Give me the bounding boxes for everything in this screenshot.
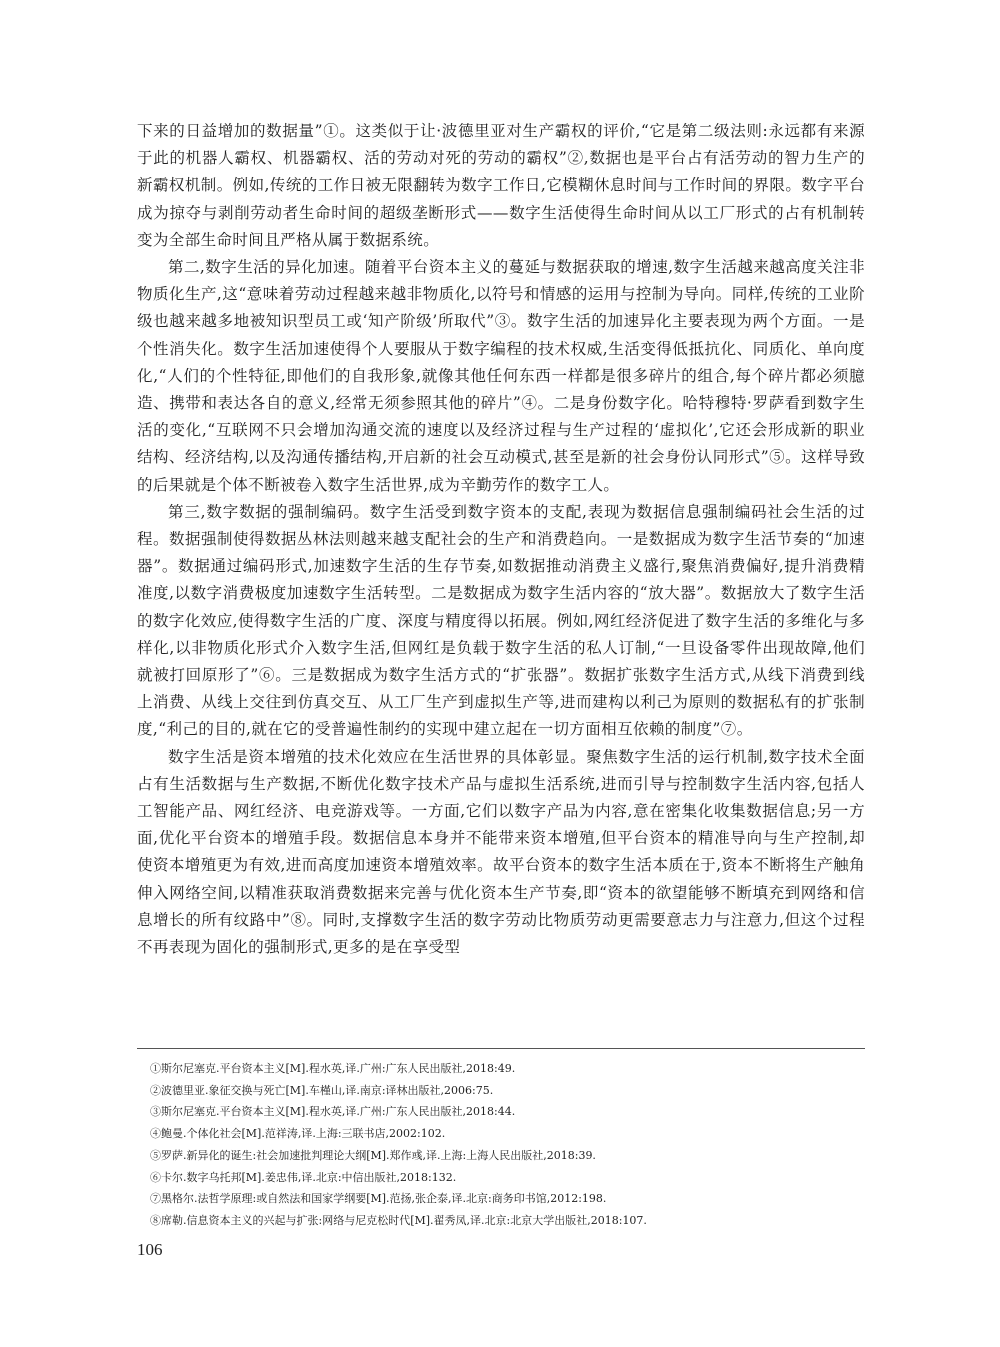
footnote-8: ⑧席勒.信息资本主义的兴起与扩张:网络与尼克松时代[M].翟秀凤,译.北京:北京大学出版社,2018:107. bbox=[150, 1213, 647, 1227]
footnote-divider bbox=[137, 1048, 865, 1049]
paragraph-2: 第二,数字生活的异化加速。随着平台资本主义的蔓延与数据获取的增速,数字生活越来越高度关注非物质化生产,这“意味着劳动过程越来越非物质化,以符号和情感的运用与控制为导向。同样,传统的工业阶级也越来越多地被知识型员工或‘知产阶级’所取代”③。数字生活的加速异化主要表现为两个方面。一是个性消失化。数字生活加速使得个人要服从于数字编程的技术权威,生活变得低抵抗化、同质化、单向度化,“人们的个性特征,即他们的自我形象,就像其他任何东西一样都是很多碎片的组合,每个碎片都必须臆造、携带和表达各自的意义,经常无须参照其他的碎片”④。二是身份数字化。哈特穆特·罗萨看到数字生活的变化,“互联网不只会增加沟通交流的速度以及经济过程与生产过程的‘虚拟化’,它还会形成新的职业结构、经济结构,以及沟通传播结构,开启新的社会互动模式,甚至是新的社会身份认同形式”⑤。这样导致的后果就是个体不断被卷入数字生活世界,成为辛勤劳作的数字工人。 bbox=[137, 258, 865, 494]
body-text bbox=[137, 118, 865, 961]
footnote-3: ③斯尔尼塞克.平台资本主义[M].程水英,译.广州:广东人民出版社,2018:44. bbox=[150, 1105, 516, 1119]
paragraph-4: 数字生活是资本增殖的技术化效应在生活世界的具体彰显。聚焦数字生活的运行机制,数字技术全面占有生活数据与生产数据,不断优化数字技术产品与虚拟生活系统,进而引导与控制数字生活内容,包括人工智能产品、网红经济、电竞游戏等。一方面,它们以数字产品为内容,意在密集化收集数据信息;另一方面,优化平台资本的增殖手段。数据信息本身并不能带来资本增殖,但平台资本的精准导向与生产控制,却使资本增殖更为有效,进而高度加速资本增殖效率。故平台资本的数字生活本质在于,资本不断将生产触角伸入网络空间,以精准获取消费数据来完善与优化资本生产节奏,即“资本的欲望能够不断填充到网络和信息增长的所有纹路中”⑧。同时,支撑数字生活的数字劳动比物质劳动更需要意志力与注意力,但这个过程不再表现为固化的强制形式,更多的是在享受型 bbox=[137, 747, 865, 957]
footnote-4: ④鲍曼.个体化社会[M].范祥涛,译.上海:三联书店,2002:102. bbox=[150, 1127, 446, 1141]
page-number: 106 bbox=[137, 1240, 163, 1259]
footnote-1: ①斯尔尼塞克.平台资本主义[M].程水英,译.广州:广东人民出版社,2018:49. bbox=[150, 1062, 516, 1075]
paragraph-3: 第三,数字数据的强制编码。数字生活受到数字资本的支配,表现为数据信息强制编码社会生活的过程。数据强制使得数据丛林法则越来越支配社会的生产和消费趋向。一是数据成为数字生活节奏的“加速器”。数据通过编码形式,加速数字生活的生存节奏,如数据推动消费主义盛行,聚焦消费偏好,提升消费精准度,以数字消费极度加速数字生活转型。二是数据成为数字生活内容的“放大器”。数据放大了数字生活的数字化效应,使得数字生活的广度、深度与精度得以拓展。例如,网红经济促进了数字生活的多维化与多样化,以非物质化形式介入数字生活,但网红是负载于数字生活的私人订制,“一旦设备零件出现故障,他们就被打回原形了”⑥。三是数据成为数字生活方式的“扩张器”。数据扩张数字生活方式,从线下消费到线上消费、从线上交往到仿真交互、从工厂生产到虚拟生产等,进而建构以利己为原则的数据私有的扩张制度,“利己的目的,就在它的受普遍性制约的实现中建立起在一切方面相互依赖的制度”⑦。 bbox=[137, 502, 865, 739]
footnote-5: ⑤罗萨.新异化的诞生:社会加速批判理论大纲[M].郑作彧,译.上海:上海人民出版社,2018:39. bbox=[150, 1148, 596, 1162]
footnote-2: ②波德里亚.象征交换与死亡[M].车槿山,译.南京:译林出版社,2006:75. bbox=[150, 1083, 494, 1097]
footnote-7: ⑦黑格尔.法哲学原理:或自然法和国家学纲要[M].范扬,张企泰,译.北京:商务印书馆,2012:198. bbox=[150, 1192, 607, 1206]
footnotes bbox=[150, 1058, 865, 1232]
footnote-6: ⑥卡尔.数字乌托邦[M].姜忠伟,译.北京:中信出版社,2018:132. bbox=[150, 1170, 457, 1184]
paragraph-1: 下来的日益增加的数据量”①。这类似于让·波德里亚对生产霸权的评价,“它是第二级法则:永远都有来源于此的机器人霸权、机器霸权、活的劳动对死的劳动的霸权”②,数据也是平台占有活劳动的智力生产的新霸权机制。例如,传统的工作日被无限翻转为数字工作日,它模糊休息时间与工作时间的界限。数字平台成为掠夺与剥削劳动者生命时间的超级垄断形式——数字生活使得生命时间从以工厂形式的占有机制转变为全部生命时间且严格从属于数据系统。 bbox=[137, 122, 865, 249]
